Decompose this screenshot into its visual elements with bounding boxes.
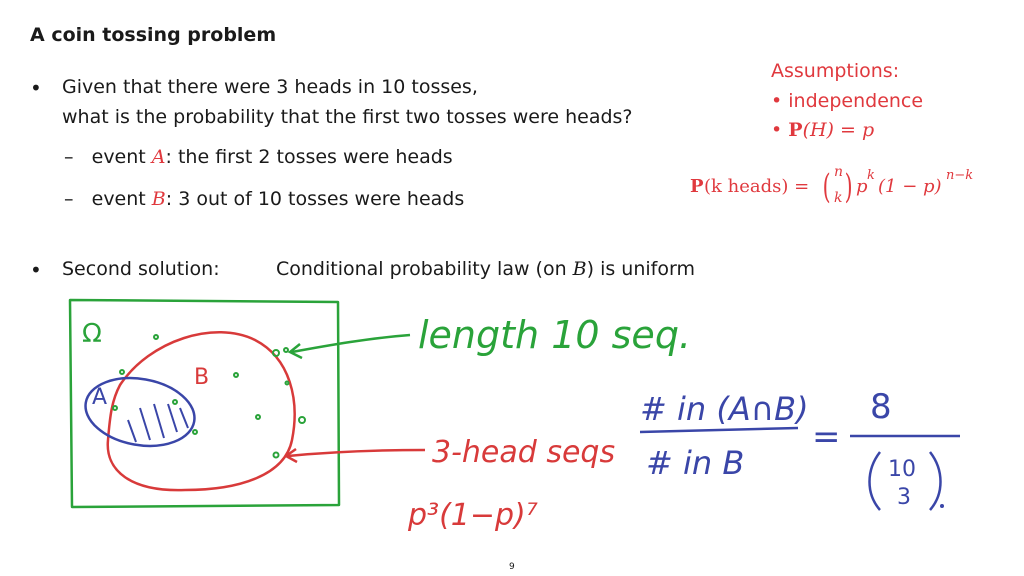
rhs-binom-bottom: 3 (897, 485, 911, 510)
rhs-binom-paren-right (930, 452, 941, 510)
page-number: 9 (509, 562, 515, 572)
omega-label: Ω (82, 319, 102, 349)
binom-top: n (834, 164, 844, 180)
sub-a-suffix: : the first 2 tosses were heads (165, 146, 453, 168)
sub-b-suffix: : 3 out of 10 tosses were heads (165, 188, 465, 210)
assumptions-heading: Assumptions: (771, 60, 900, 82)
bullet-dot: • (30, 76, 42, 100)
length-arrow (292, 335, 410, 352)
bullet2-var: B (572, 258, 587, 280)
rhs-binom-top: 10 (888, 457, 916, 482)
fraction-bar (640, 428, 798, 432)
head-arrow (288, 450, 425, 456)
sub-b-prefix: event (91, 188, 146, 210)
prob-expression: p³(1−p)⁷ (408, 498, 538, 533)
length-label: length 10 seq. (418, 313, 692, 357)
bullet2-text-suffix: ) is uniform (586, 258, 695, 280)
bullet-dot: • (771, 119, 783, 141)
prob-operator: P (788, 119, 803, 141)
bullet-dot: • (30, 258, 42, 282)
dash: – (64, 146, 74, 168)
rhs-numerator: 8 (870, 387, 892, 427)
bullet-dot: • (771, 90, 783, 112)
fraction-denominator: # in B (646, 444, 745, 482)
bullet1-line2: what is the probability that the first two tosses were heads? (62, 106, 633, 128)
head-label: 3-head seqs (432, 435, 616, 470)
binom-paren-right: ) (844, 167, 853, 207)
event-a-var: A (151, 146, 166, 168)
binom-paren-left: ( (822, 167, 831, 207)
sub-a-prefix: event (91, 146, 146, 168)
bullet2-text-prefix: Conditional probability law (on (276, 258, 567, 280)
assumption-independence-label: independence (788, 90, 924, 112)
set-b-region (108, 332, 295, 490)
period-dot (940, 504, 944, 508)
formula-exp-k: k (867, 168, 875, 183)
formula-arg: (k heads) = (704, 176, 810, 197)
assumption-p-rest: (H) = p (802, 119, 875, 141)
dash: – (64, 188, 74, 210)
formula-exp-nk: n−k (946, 168, 974, 183)
sample-space-box (70, 300, 339, 507)
formula-p: p (856, 176, 868, 197)
rhs-binom-paren-left (870, 452, 881, 510)
intersection-hatching (128, 404, 188, 442)
formula-tail: (1 − p) (878, 176, 942, 197)
slide-title: A coin tossing problem (30, 24, 277, 46)
set-a-label: A (92, 385, 108, 410)
bullet2-label: Second solution: (62, 258, 220, 280)
set-b-label: B (194, 365, 210, 390)
fraction-numerator: # in (A∩B) (640, 390, 809, 428)
bullet1-line1: Given that there were 3 heads in 10 tosses, (62, 76, 478, 98)
event-b-var: B (151, 188, 166, 210)
binom-bottom: k (834, 190, 843, 206)
equals-sign: = (812, 417, 841, 457)
prob-operator: P (690, 176, 704, 197)
outcome-dots (113, 335, 305, 458)
